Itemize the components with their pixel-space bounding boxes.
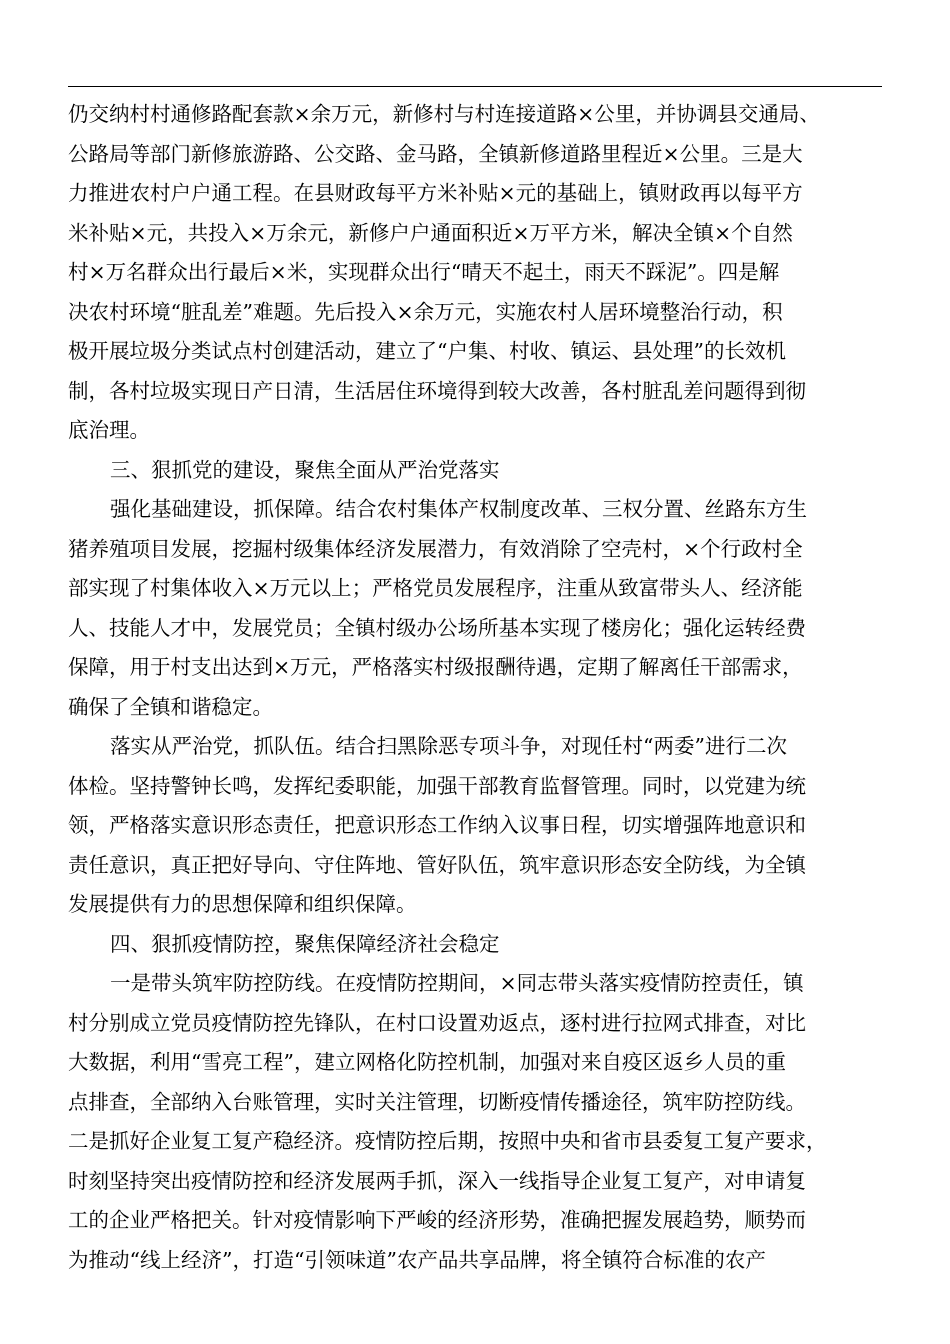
text-line: 确保了全镇和谐稳定。 xyxy=(68,694,273,719)
text-line: 工的企业严格把关。针对疫情影响下严峻的经济形势，准确把握发展趋势，顺势而 xyxy=(68,1208,806,1232)
text-line: 保障，用于村支出达到×万元，严格落实村级报酬待遇，定期了解离任干部需求， xyxy=(68,655,803,679)
text-line: 体检。坚持警钟长鸣，发挥纪委职能，加强干部教育监督管理。同时，以党建为统 xyxy=(68,773,806,798)
text-line: 制，各村垃圾实现日产日清，生活居住环境得到较大改善，各村脏乱差问题得到彻 xyxy=(68,378,806,403)
text-line: 部实现了村集体收入×万元以上；严格党员发展程序，注重从致富带头人、经济能 xyxy=(68,576,803,600)
text-line: 大数据，利用“雪亮工程”，建立网格化防控机制，加强对来自疫区返乡人员的重 xyxy=(68,1050,786,1074)
text-line: 点排查，全部纳入台账管理，实时关注管理，切断疫情传播途径，筑牢防控防线。 xyxy=(68,1089,806,1114)
text-line: 领，严格落实意识形态责任，把意识形态工作纳入议事日程，切实增强阵地意识和 xyxy=(68,813,806,837)
text-line: 底治理。 xyxy=(68,418,150,442)
text-line: 发展提供有力的思想保障和组织保障。 xyxy=(68,892,417,916)
text-line: 二是抓好企业复工复产稳经济。疫情防控后期，按照中央和省市县委复工复产要求， xyxy=(68,1129,827,1153)
text-line: 时刻坚持突出疫情防控和经济发展两手抓，深入一线指导企业复工复产，对申请复 xyxy=(68,1168,806,1193)
text-line: 村×万名群众出行最后×米，实现群众出行“晴天不起土，雨天不踩泥”。四是解 xyxy=(68,260,780,284)
text-line: 猪养殖项目发展，挖掘村级集体经济发展潜力，有效消除了空壳村，×个行政村全 xyxy=(68,536,803,561)
text-line: 仍交纳村村通修路配套款×余万元，新修村与村连接道路×公里，并协调县交通局、 xyxy=(68,102,820,126)
document-body xyxy=(68,95,898,1280)
text-line: 三、狠抓党的建设，聚焦全面从严治党落实 xyxy=(110,457,500,482)
text-line: 米补贴×元，共投入×万余元，新修户户通面积近×万平方米，解决全镇×个自然 xyxy=(68,220,793,245)
text-line: 决农村环境“脏乱差”难题。先后投入×余万元，实施农村人居环境整治行动，积 xyxy=(68,299,783,324)
header-rule xyxy=(68,86,882,87)
text-line: 力推进农村户户通工程。在县财政每平方米补贴×元的基础上，镇财政再以每平方 xyxy=(68,181,803,205)
text-line: 四、狠抓疫情防控，聚焦保障经济社会稳定 xyxy=(110,931,500,956)
text-line: 落实从严治党，抓队伍。结合扫黑除恶专项斗争，对现任村“两委”进行二次 xyxy=(110,734,787,758)
text-line: 一是带头筑牢防控防线。在疫情防控期间，×同志带头落实疫情防控责任，镇 xyxy=(110,971,804,995)
text-line: 公路局等部门新修旅游路、公交路、金马路，全镇新修道路里程近×公里。三是大 xyxy=(68,141,803,166)
text-line: 极开展垃圾分类试点村创建活动，建立了“户集、村收、镇运、县处理”的长效机 xyxy=(68,339,786,363)
text-line: 人、技能人才中，发展党员；全镇村级办公场所基本实现了楼房化；强化运转经费 xyxy=(68,615,806,640)
text-line: 为推动“线上经济”，打造“引领味道”农产品共享品牌，将全镇符合标准的农产 xyxy=(68,1247,766,1272)
text-line: 村分别成立党员疫情防控先锋队，在村口设置劝返点，逐村进行拉网式排查，对比 xyxy=(68,1010,806,1035)
text-line: 责任意识，真正把好导向、守住阵地、管好队伍，筑牢意识形态安全防线，为全镇 xyxy=(68,852,806,877)
text-line: 强化基础建设，抓保障。结合农村集体产权制度改革、三权分置、丝路东方生 xyxy=(110,497,807,521)
